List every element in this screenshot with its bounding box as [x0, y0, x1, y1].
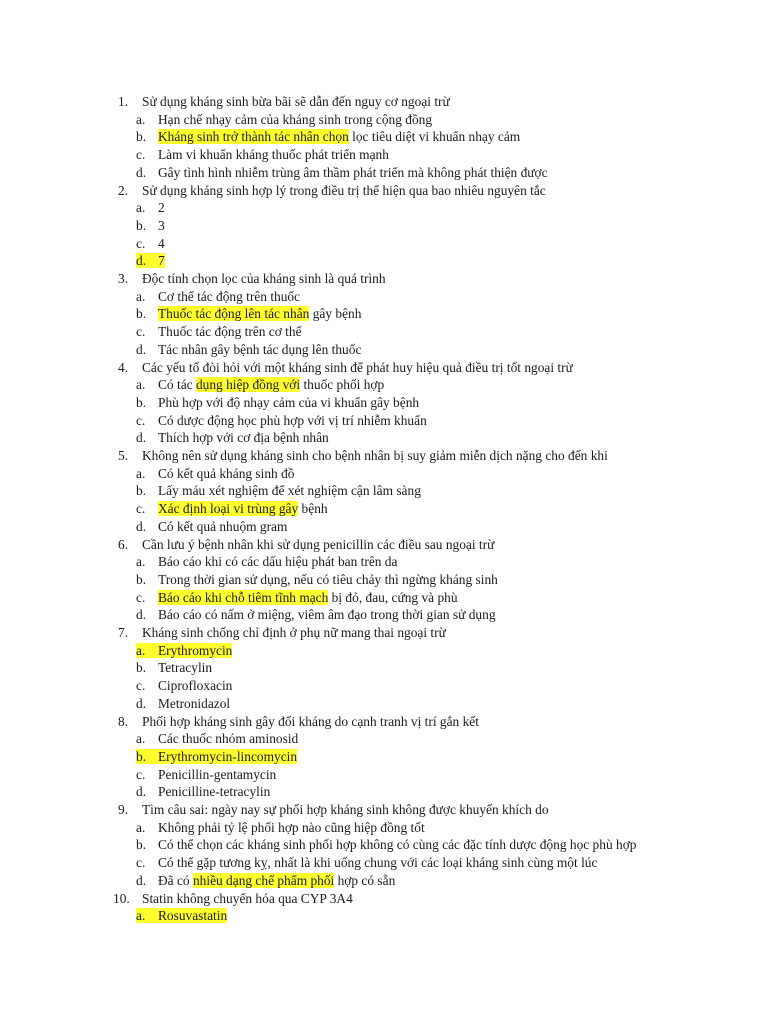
option-text: Penicilline-tetracylin	[158, 784, 271, 800]
answer-option	[136, 128, 520, 146]
option-body	[136, 377, 384, 392]
option-letter: b.	[136, 483, 147, 499]
option-letter: c.	[136, 324, 146, 340]
option-text: Có dược động học phù hợp với vị trí nhiễm khuẩn	[158, 412, 427, 428]
question-text: Sử dụng kháng sinh bừa bãi sẽ dẫn đến nguy cơ ngoại trừ	[142, 94, 450, 109]
option-letter: d.	[136, 164, 147, 180]
option-text: 4	[158, 235, 165, 251]
option-body	[136, 147, 389, 162]
option-body	[136, 483, 421, 498]
option-body	[136, 731, 298, 746]
option-letter: b.	[136, 217, 147, 233]
question-text: Cần lưu ý bệnh nhân khi sử dụng penicillin các điều sau ngoại trừ	[142, 536, 495, 552]
option-letter: d.	[136, 253, 147, 269]
question-10	[113, 890, 353, 908]
option-text-rest: bị đỏ, đau, cứng và phù	[328, 589, 458, 605]
option-body	[136, 554, 397, 569]
question-number: 7.	[118, 625, 129, 640]
option-letter: c.	[136, 501, 146, 517]
option-text: Tetracylin	[158, 660, 213, 676]
option-letter: c.	[136, 678, 146, 694]
option-body	[136, 430, 329, 445]
question-number: 10.	[113, 890, 130, 906]
question-2	[118, 182, 546, 200]
answer-option	[136, 854, 597, 872]
answer-option	[136, 730, 298, 748]
option-letter: b.	[136, 837, 147, 853]
answer-option	[136, 376, 384, 394]
option-letter: a.	[136, 465, 146, 481]
highlighted-text: dụng hiệp đồng với	[195, 377, 301, 393]
highlighted-text: Erythromycin	[158, 642, 233, 658]
question-number: 8.	[118, 713, 129, 729]
question-4	[118, 359, 573, 377]
option-letter: a.	[136, 377, 146, 393]
option-body	[136, 696, 230, 711]
highlighted-text: 7	[158, 253, 165, 269]
option-text: Trong thời gian sử dụng, nếu có tiêu chảy thì ngừng kháng sinh	[158, 571, 498, 587]
option-text-rest: gây bệnh	[309, 306, 362, 322]
answer-option	[136, 305, 361, 323]
answer-option	[136, 819, 425, 837]
option-body	[136, 395, 419, 410]
option-text: Thích hợp với cơ địa bệnh nhân	[158, 430, 329, 446]
option-body	[136, 873, 395, 888]
question-number: 6.	[118, 536, 129, 552]
option-body	[136, 643, 232, 658]
option-text: 2	[158, 200, 165, 216]
option-body	[136, 501, 328, 516]
answer-option	[136, 659, 212, 677]
option-body	[136, 342, 361, 357]
option-text: Có kết quả kháng sinh đồ	[158, 465, 295, 481]
answer-option	[136, 571, 498, 589]
option-text-rest: thuốc phối hợp	[300, 377, 385, 393]
option-text: Hạn chế nhạy cảm của kháng sinh trong cộng đồng	[158, 111, 433, 127]
highlighted-text: Erythromycin-lincomycin	[158, 748, 298, 764]
question-number: 1.	[118, 94, 129, 109]
answer-option	[136, 766, 276, 784]
question-text: Không nên sử dụng kháng sinh cho bệnh nhân bị suy giảm miễn dịch nặng cho đến khi	[142, 448, 608, 463]
option-text-rest: lọc tiêu diệt vi khuẩn nhạy cảm	[348, 129, 521, 145]
answer-option	[136, 589, 458, 607]
answer-option	[136, 341, 361, 359]
option-letter: b.	[136, 306, 147, 322]
option-letter: a.	[136, 731, 146, 747]
answer-option	[136, 111, 432, 129]
answer-option	[136, 199, 165, 217]
answer-option	[136, 783, 270, 801]
option-body	[136, 200, 165, 215]
option-text: Metronidazol	[158, 695, 231, 711]
option-letter: d.	[136, 518, 147, 534]
option-body	[136, 908, 227, 923]
option-text-rest: hợp có sẵn	[334, 872, 396, 888]
question-number: 5.	[118, 448, 129, 463]
option-letter: a.	[136, 554, 146, 570]
option-body	[136, 324, 302, 339]
option-body	[136, 572, 498, 587]
option-letter: d.	[136, 784, 147, 800]
question-text: Các yếu tố đòi hỏi với một kháng sinh để phát huy hiệu quả điều trị tốt ngoại trừ	[142, 359, 573, 375]
question-text: Kháng sinh chống chỉ định ở phụ nữ mang thai ngoại trừ	[142, 625, 446, 640]
answer-option	[136, 642, 232, 660]
option-body	[136, 607, 496, 622]
question-number: 9.	[118, 802, 129, 817]
option-letter: d.	[136, 607, 147, 623]
option-body	[136, 749, 297, 764]
option-letter: a.	[136, 908, 146, 924]
option-letter: b.	[136, 129, 147, 145]
option-letter: c.	[136, 589, 146, 605]
question-5	[118, 447, 608, 465]
option-body	[136, 413, 427, 428]
option-letter: b.	[136, 394, 147, 410]
option-body	[136, 466, 295, 481]
option-text: Có tác	[158, 377, 196, 393]
option-body	[136, 660, 212, 675]
answer-option	[136, 518, 287, 536]
option-body	[136, 306, 361, 321]
option-body	[136, 129, 520, 144]
highlighted-text: Rosuvastatin	[158, 908, 228, 924]
option-letter: a.	[136, 111, 146, 127]
option-body	[136, 289, 300, 304]
question-text: Sử dụng kháng sinh hợp lý trong điều trị thể hiện qua bao nhiêu nguyên tắc	[142, 182, 546, 198]
question-7	[118, 624, 446, 642]
option-body	[136, 253, 165, 268]
option-text: Cơ thể tác động trên thuốc	[158, 288, 301, 304]
option-text: Có kết quả nhuộm gram	[158, 518, 288, 534]
question-text: Độc tính chọn lọc của kháng sinh là quá trình	[142, 271, 386, 286]
option-body	[136, 784, 270, 799]
option-letter: c.	[136, 766, 146, 782]
option-body	[136, 236, 165, 251]
option-body	[136, 590, 458, 605]
option-body	[136, 820, 425, 835]
option-letter: a.	[136, 819, 146, 835]
answer-option	[136, 217, 165, 235]
question-9	[118, 801, 549, 819]
option-text: Báo cáo có nấm ở miệng, viêm âm đạo trong thời gian sử dụng	[158, 607, 496, 623]
option-body	[136, 855, 597, 870]
question-text: Tìm câu sai: ngày nay sự phối hợp kháng sinh không được khuyến khích do	[142, 802, 549, 817]
option-text: Làm vi khuẩn kháng thuốc phát triển mạnh	[158, 147, 389, 163]
answer-option	[136, 323, 302, 341]
question-3	[118, 270, 386, 288]
option-text: Penicillin-gentamycin	[158, 766, 277, 782]
option-text: Thuốc tác động trên cơ thể	[158, 324, 302, 340]
option-text: Báo cáo khi có các dấu hiệu phát ban trên da	[158, 554, 398, 570]
option-letter: c.	[136, 147, 146, 163]
answer-option	[136, 252, 165, 270]
option-text: Không phải tỷ lệ phối hợp nào cũng hiệp đồng tốt	[158, 819, 425, 835]
highlighted-text: Thuốc tác động lên tác nhân	[158, 306, 310, 322]
option-text: Gây tình hình nhiễm trùng âm thầm phát triển mà không phát thiện được	[158, 164, 548, 180]
question-6	[118, 536, 494, 554]
answer-option	[136, 836, 636, 854]
highlighted-text: Xác định loại vi trùng gây	[158, 501, 299, 517]
answer-option	[136, 748, 297, 766]
answer-option	[136, 288, 300, 306]
option-letter: c.	[136, 412, 146, 428]
option-body	[136, 837, 636, 852]
answer-option	[136, 500, 328, 518]
option-text: Phù hợp với độ nhạy cảm của vi khuẩn gây bệnh	[158, 394, 420, 410]
option-text: Có thể gặp tương kỵ, nhất là khi uống chung với các loại kháng sinh cùng một lúc	[158, 855, 598, 871]
question-1	[118, 93, 450, 111]
question-8	[118, 713, 479, 731]
question-text: Phối hợp kháng sinh gây đối kháng do cạnh tranh vị trí gắn kết	[142, 713, 479, 729]
option-letter: c.	[136, 235, 146, 251]
option-letter: a.	[136, 642, 146, 658]
option-text-rest: bệnh	[298, 501, 328, 517]
option-text: Tác nhân gây bệnh tác dụng lên thuốc	[158, 341, 362, 357]
option-text: 3	[158, 217, 165, 233]
option-letter: b.	[136, 660, 147, 676]
option-body	[136, 767, 276, 782]
question-number: 3.	[118, 271, 129, 286]
option-text: Đã có	[158, 872, 193, 888]
answer-option	[136, 695, 230, 713]
option-letter: d.	[136, 872, 147, 888]
option-letter: a.	[136, 200, 146, 216]
highlighted-text: nhiều dạng chế phẩm phối	[192, 872, 335, 888]
answer-option	[136, 164, 548, 182]
option-text: Lấy máu xét nghiệm để xét nghiệm cận lâm sàng	[158, 483, 421, 499]
option-letter: c.	[136, 855, 146, 871]
option-text: Các thuốc nhóm aminosid	[158, 731, 299, 747]
option-letter: d.	[136, 695, 147, 711]
option-letter: d.	[136, 341, 147, 357]
option-body	[136, 112, 432, 127]
option-letter: a.	[136, 288, 146, 304]
question-number: 2.	[118, 182, 129, 198]
option-letter: b.	[136, 571, 147, 587]
option-body	[136, 165, 548, 180]
answer-option	[136, 235, 165, 253]
answer-option	[136, 412, 427, 430]
option-letter: d.	[136, 430, 147, 446]
option-body	[136, 218, 165, 233]
answer-option	[136, 429, 329, 447]
answer-option	[136, 465, 295, 483]
answer-option	[136, 677, 232, 695]
answer-option	[136, 606, 496, 624]
option-body	[136, 519, 287, 534]
option-text: Ciprofloxacin	[158, 678, 233, 694]
answer-option	[136, 394, 419, 412]
option-text: Có thể chọn các kháng sinh phối hợp không có cùng các đặc tính dược động học phù hợp	[158, 837, 637, 853]
highlighted-text: Báo cáo khi chỗ tiêm tĩnh mạch	[158, 589, 329, 605]
question-number: 4.	[118, 359, 129, 375]
answer-option	[136, 872, 395, 890]
question-text: Statin không chuyển hóa qua CYP 3A4	[142, 890, 353, 906]
answer-option	[136, 907, 227, 925]
highlighted-text: Kháng sinh trở thành tác nhân chọn	[158, 129, 349, 145]
answer-option	[136, 553, 397, 571]
option-letter: b.	[136, 748, 147, 764]
answer-option	[136, 146, 389, 164]
option-body	[136, 678, 232, 693]
answer-option	[136, 482, 421, 500]
